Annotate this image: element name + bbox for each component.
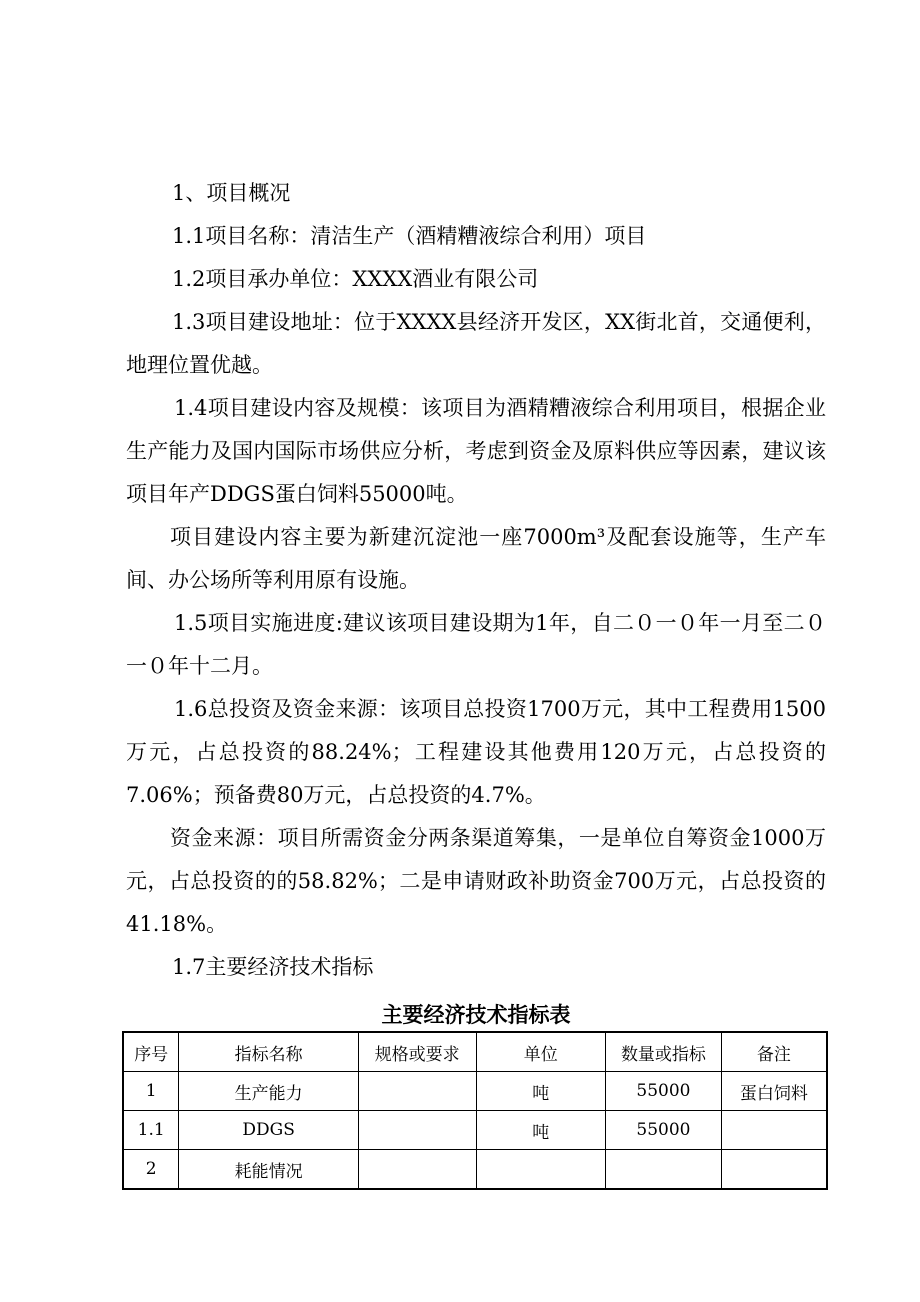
- table-header-row: [123, 1032, 827, 1072]
- table-cell: 吨: [476, 1111, 606, 1150]
- document-body: [126, 172, 826, 1031]
- schedule-paragraph: 1.5项目实施进度:建议该项目建设期为1年，自二０一０年一月至二０一０年十二月。: [126, 611, 826, 678]
- table-cell: 吨: [476, 1072, 606, 1111]
- table-cell: DDGS: [179, 1111, 359, 1150]
- investment-paragraph: 1.6总投资及资金来源：该项目总投资1700万元，其中工程费用1500万元，占总投资的88.24%；工程建设其他费用120万元，占总投资的7.06%；预备费80万元，占总投资的4.7%。: [126, 697, 826, 807]
- table-cell: 1.1: [123, 1111, 179, 1150]
- header-quantity: 数量或指标: [606, 1032, 722, 1072]
- project-name-paragraph: 1.1项目名称：清洁生产（酒精糟液综合利用）项目: [172, 224, 647, 248]
- table-cell: 55000: [606, 1072, 722, 1111]
- table-row: [123, 1150, 827, 1190]
- header-index: 序号: [123, 1032, 179, 1072]
- table-cell: 生产能力: [179, 1072, 359, 1111]
- table-cell: [606, 1150, 722, 1190]
- table-cell: [721, 1111, 827, 1150]
- table-cell: 1: [123, 1072, 179, 1111]
- project-scope-paragraph: 1.4项目建设内容及规模：该项目为酒精糟液综合利用项目，根据企业生产能力及国内国际市场供应分析，考虑到资金及原料供应等因素，建议该项目年产DDGS蛋白饲料55000吨。: [126, 396, 826, 506]
- table-cell: [358, 1111, 476, 1150]
- table-title: 主要经济技术指标表: [381, 1003, 571, 1027]
- funding-source-paragraph: 资金来源：项目所需资金分两条渠道筹集，一是单位自筹资金1000万元，占总投资的的58.82%；二是申请财政补助资金700万元，占总投资的41.18%。: [126, 826, 826, 936]
- indicators-heading: 1.7主要经济技术指标: [172, 955, 374, 979]
- table-cell: 耗能情况: [179, 1150, 359, 1190]
- header-remarks: 备注: [721, 1032, 827, 1072]
- table-row: [123, 1111, 827, 1150]
- construction-content-paragraph: 项目建设内容主要为新建沉淀池一座7000m³及配套设施等，生产车间、办公场所等利用原有设施。: [126, 525, 826, 592]
- table-cell: [476, 1150, 606, 1190]
- table-row: [123, 1072, 827, 1111]
- table-cell: [358, 1150, 476, 1190]
- table-cell: 55000: [606, 1111, 722, 1150]
- header-indicator-name: 指标名称: [179, 1032, 359, 1072]
- project-sponsor-paragraph: 1.2项目承办单位：XXXX酒业有限公司: [172, 267, 539, 291]
- section-heading: 1、项目概况: [172, 181, 291, 205]
- table-cell: 蛋白饲料: [721, 1072, 827, 1111]
- project-location-paragraph: 1.3项目建设地址：位于XXXX县经济开发区，XX街北首，交通便利，地理位置优越。: [126, 310, 826, 377]
- table-cell: [721, 1150, 827, 1190]
- header-unit: 单位: [476, 1032, 606, 1072]
- indicators-table: [122, 1031, 828, 1190]
- table-cell: [358, 1072, 476, 1111]
- header-specification: 规格或要求: [358, 1032, 476, 1072]
- table-cell: 2: [123, 1150, 179, 1190]
